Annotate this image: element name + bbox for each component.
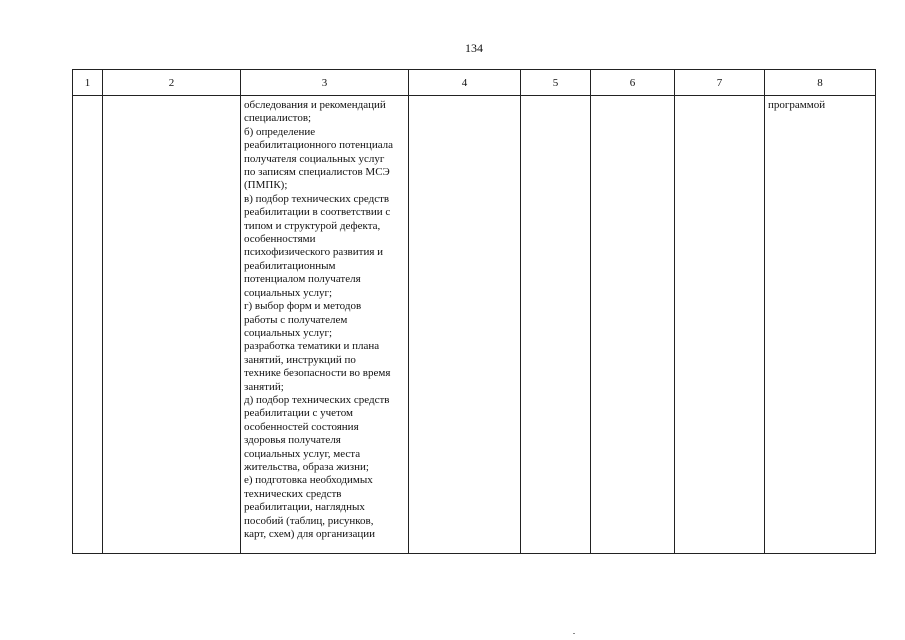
cell-col-8-text: программой [768, 99, 826, 111]
cell-col-2 [103, 96, 241, 554]
header-row [73, 70, 876, 96]
service-description-line: психофизического развития и [244, 246, 384, 259]
service-description-line: особенностей состояния [244, 420, 359, 433]
service-description-line: карт, схем) для организации [244, 528, 376, 540]
service-description-text [241, 96, 408, 541]
service-description-line: занятий; [244, 380, 284, 393]
cell-col-6 [591, 96, 675, 554]
service-description-line: потенциалом получателя [244, 273, 361, 286]
service-description-line: социальных услуг; [244, 286, 333, 299]
column-header-7: 7 [675, 70, 765, 96]
column-header-8: 8 [765, 70, 876, 96]
service-description-line: по записям специалистов МСЭ [244, 166, 390, 179]
table-row [73, 96, 876, 554]
service-description-line: социальных услуг; [244, 326, 333, 339]
service-description-line: занятий, инструкций по [244, 353, 356, 366]
service-description-line: реабилитации, наглядных [244, 501, 365, 514]
service-description-line: типом и структурой дефекта, [244, 219, 381, 232]
column-header-6: 6 [591, 70, 675, 96]
service-description-line: социальных услуг, места [244, 447, 361, 460]
column-header-3: 3 [241, 70, 409, 96]
service-description-line: здоровья получателя [244, 434, 341, 447]
service-description-line: разработка тематики и плана [244, 340, 380, 353]
service-description-line: г) выбор форм и методов [244, 300, 362, 313]
service-description-line: (ПМПК); [244, 179, 288, 192]
service-description-line: пособий (таблиц, рисунков, [244, 514, 374, 527]
cell-col-4-text [409, 96, 520, 99]
service-description-line: в) подбор технических средств [244, 192, 390, 205]
service-description-line: специалистов; [244, 112, 312, 125]
page-number: 134 [465, 41, 483, 55]
cell-col-6-text [591, 96, 674, 99]
service-description-line: особенностями [244, 233, 316, 246]
service-description-line: е) подготовка необходимых [244, 474, 373, 487]
cell-col-4 [409, 96, 521, 554]
column-header-4: 4 [409, 70, 521, 96]
service-description-line: обследования и рекомендаций [244, 99, 386, 111]
service-description-line: реабилитации с учетом [244, 407, 353, 420]
service-description-line: технических средств [244, 487, 342, 500]
service-description-line: реабилитационным [244, 259, 336, 272]
column-header-5: 5 [521, 70, 591, 96]
cell-col-3 [241, 96, 409, 554]
scan-speck [573, 633, 575, 634]
service-description-line: реабилитации в соответствии с [244, 206, 391, 219]
service-description-line: получателя социальных услуг [244, 152, 385, 165]
service-description-line: реабилитационного потенциала [244, 139, 394, 152]
service-description-line: технике безопасности во время [244, 367, 391, 380]
cell-col-8 [765, 96, 876, 554]
cell-col-7 [675, 96, 765, 554]
cell-col-1 [73, 96, 103, 554]
service-description-line: д) подбор технических средств [244, 393, 390, 406]
cell-col-7-text [675, 96, 764, 99]
service-description-line: жительства, образа жизни; [244, 460, 369, 473]
cell-col-1-text [73, 96, 102, 99]
cell-col-2-text [103, 96, 240, 99]
service-description-line: работы с получателем [244, 313, 348, 326]
services-table [72, 69, 876, 554]
column-header-1: 1 [73, 70, 103, 96]
service-description-line: б) определение [244, 125, 316, 138]
cell-col-5 [521, 96, 591, 554]
column-header-2: 2 [103, 70, 241, 96]
cell-col-5-text [521, 96, 590, 99]
